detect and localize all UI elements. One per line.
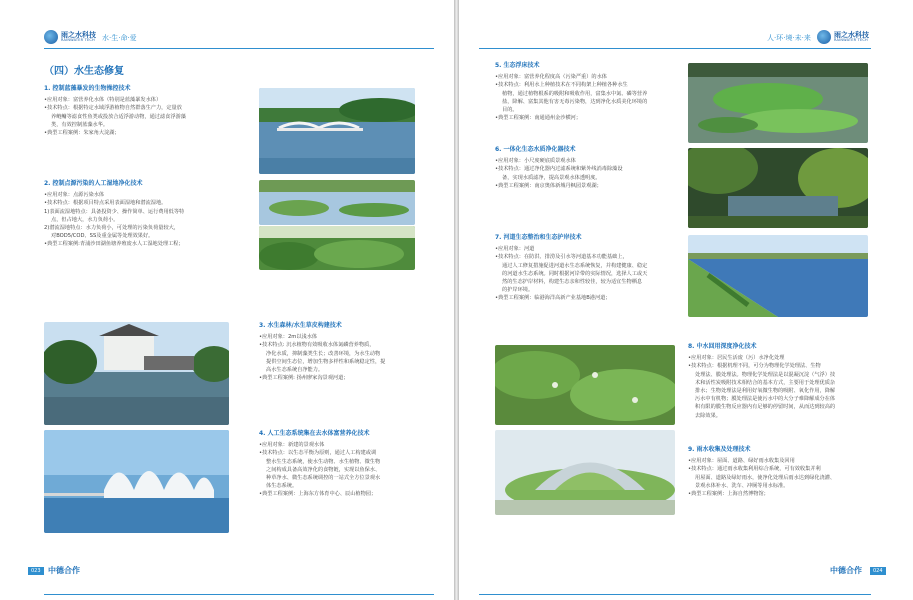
- section-4: [259, 430, 380, 499]
- section-title: 7. 河道生态整治和生态护岸技术: [495, 234, 582, 241]
- left-slogan: 水·生·命·爱: [102, 34, 137, 42]
- section-line: 2)潜流湿地特点：水力负荷小，可处理的污染负荷量较大，: [44, 225, 180, 232]
- right-page: [459, 0, 913, 600]
- section-line: 对BOD5/COD、SS及重金属等处理效果好。: [51, 233, 154, 240]
- left-page: [0, 0, 454, 600]
- section-line: •技术特点：根据特定水域浮游植物自然群落生产力，定量放: [44, 105, 182, 112]
- section-line: 通过人工修复措施促进河道水生态系统恢复，并构建健康、稳定: [502, 262, 648, 269]
- section-line: •典型工程案例：南通通州金沙横河；: [495, 115, 582, 122]
- section-7: [495, 234, 647, 303]
- section-line: •技术特点：以生态平衡为原则，通过人工构建或调: [259, 450, 377, 457]
- section-line: •典型工程案例：上海自然博物馆；: [688, 491, 769, 498]
- logo-mark-icon: [44, 30, 58, 44]
- garden-pond-photo: [688, 148, 868, 228]
- section-line: •典型工程案例：临港海洋高新产业基地B港河道；: [495, 295, 611, 302]
- sports-center-photo: [44, 430, 229, 533]
- section-line: 的护岸环境。: [502, 287, 534, 294]
- section-line: •技术特点: 沉水植物有效吸收水体氮磷营养物质，: [259, 342, 375, 349]
- logo-mark-icon: [817, 30, 831, 44]
- section-line: •应用对象：2m以浅水体: [259, 334, 318, 341]
- aquatic-plants-photo: [259, 226, 415, 270]
- wetland-photo: [259, 180, 415, 225]
- section-1: [44, 85, 186, 137]
- pavilion-photo: [44, 322, 229, 425]
- section-line: •应用对象：居民生活废（污）水净化处理: [688, 355, 785, 362]
- section-line: •应用对象：点源污染水体: [44, 192, 105, 199]
- section-line: •典型工程案例：南京奥体新城丹枫园景观湖；: [495, 182, 602, 189]
- section-line: 净化水质，抑制藻类生长；改善环境，为水生动物: [266, 350, 381, 357]
- section-line: •应用对象：新建的景观水体: [259, 442, 325, 449]
- section-line: 然的生态护岸材料，构建生态亲和性较佳，较为适宜生物栖息: [502, 279, 643, 286]
- page-number: 024: [870, 567, 886, 575]
- right-footer: [459, 584, 913, 600]
- section-title: 5. 生态浮床技术: [495, 62, 540, 69]
- section-line: 目的。: [502, 107, 518, 114]
- section-line: 体生态系统。: [266, 483, 298, 490]
- section-line: •应用对象：富营养化水体（特别是蓝藻暴发水体）: [44, 97, 162, 104]
- section-line: •应用对象：小尺度硬底质景观水体: [495, 158, 576, 165]
- section-title: 6. 一体化生态水质净化器技术: [495, 146, 576, 153]
- section-line: 处理法、膜处理法。物理化学处理法是以混凝沉淀（气浮）技: [695, 371, 836, 378]
- footer-brand: 中德合作: [48, 566, 80, 575]
- footer-brand: 中德合作: [830, 566, 862, 575]
- section-line: 去除效果。: [695, 412, 721, 419]
- section-line: •技术特点：通过净化器内过滤系统和紫外线消毒除藻设: [495, 166, 623, 173]
- logo-name: 雨之水科技: [834, 30, 869, 39]
- section-line: •技术特点：通过雨水收集利用综合系统，可有效收集并利: [688, 466, 821, 473]
- section-line: 点，但占地大，水力负荷小。: [51, 216, 119, 223]
- section-line: 污水中有机物；膜处理法是使污水中的大分子难降解成分在体: [695, 396, 836, 403]
- section-title: 4. 人工生态系统集在去水体富营养化技术: [259, 430, 370, 437]
- section-line: 类，有效控制蓝藻水华。: [51, 121, 109, 128]
- section-line: 排水；生物处理法是利用好氧微生物的吸附、氧化作用，降解: [695, 388, 836, 395]
- section-line: 养鲢鳙等滤食性鱼类或投放合适浮游动物，通过滤食浮游藻: [51, 113, 186, 120]
- section-9: [688, 446, 835, 498]
- section-line: •技术特点：在防洪、排涝及引水等河道基本功能基础上，: [495, 254, 628, 261]
- section-title: 2. 控制点源污染的人工湿地净化技术: [44, 180, 143, 187]
- floating-bed-photo: [688, 63, 868, 143]
- section-line: 高水生态系统自净能力。: [266, 367, 324, 374]
- section-line: 种草净水、微生态系统调控的一站式全方位景观水: [266, 475, 381, 482]
- section-line: 的河道水生态系统。同时根据河岸带的实际情况，选择人工或天: [502, 270, 648, 277]
- museum-rendering-photo: [495, 430, 675, 515]
- section-line: 盐，降解、富集其他有害无毒污染物，达到净化水质美化环境的: [502, 98, 648, 105]
- header-rule: [44, 48, 434, 49]
- section-line: •典型工程案例：上海东方体育中心、辰山植物园；: [259, 491, 377, 498]
- header-rule: [479, 48, 871, 49]
- section-3: [259, 322, 385, 382]
- section-line: 用屋面、道路及绿好雨水，使净化处理后雨水达到绿化浇灌、: [695, 474, 836, 481]
- section-line: •技术特点：根据机理不同，可分为物理化学处理法、生物: [688, 363, 821, 370]
- section-title: 1. 控制蓝藻暴发的生物操控技术: [44, 85, 131, 92]
- section-line: 1)表面流湿地特点：具备投资少、操作简单、运行费用低等特: [44, 208, 185, 215]
- section-5: [495, 62, 647, 122]
- section-line: 之间构成具备高效净化的食物链，实现以鱼保水、: [266, 466, 381, 473]
- right-logo: [817, 30, 869, 44]
- page-number: 023: [28, 567, 44, 575]
- section-line: •应用对象：富营养化程度高（污染严重）的水体: [495, 74, 607, 81]
- left-footer: [0, 584, 454, 600]
- section-line: •应用对象：河道: [495, 246, 535, 253]
- right-slogan: 人·环·境·未·来: [767, 34, 811, 42]
- section-title: 8. 中水回用深度净化技术: [688, 343, 757, 350]
- section-line: •典型工程案例：朱家角大淀湖；: [44, 130, 120, 137]
- logo-english: RAINWATER TECH: [834, 37, 868, 42]
- section-line: •典型工程案例: 扬州廖家沟景观河道；: [259, 375, 349, 382]
- section-line: 备，实现水质滤净，提高景观水体透明度。: [502, 174, 601, 181]
- section-line: •典型工程案例:青浦沙田湖鱼塘养殖废水人工湿地处理工程；: [44, 241, 184, 248]
- water-plants-photo: [495, 345, 675, 425]
- section-title: 9. 雨水收集及处理技术: [688, 446, 751, 453]
- section-line: 术和活性炭吸附技术相结合的基本方式，主要用于处理优质杂: [695, 379, 836, 386]
- section-8: [688, 343, 835, 420]
- section-line: 景观水体补水、洗车、冲厕等用水标准。: [695, 482, 789, 489]
- logo-english: RAINWATER TECH: [61, 37, 95, 42]
- section-line: 植物，通过植物根系的吸附和吸收作用，富集水中氮、磷等营养: [502, 90, 648, 97]
- section-6: [495, 146, 623, 190]
- section-line: •技术特点：根据项目特点采用表面湿地和潜流湿地。: [44, 200, 167, 207]
- main-heading: （四）水生态修复: [44, 66, 124, 77]
- section-line: •应用对象：屋面、道路、绿好雨水收集及回用: [688, 458, 795, 465]
- section-title: 3. 水生森林/水生草皮构建技术: [259, 322, 342, 329]
- left-logo: [44, 30, 96, 44]
- lake-bridge-photo: [259, 88, 415, 174]
- section-2: [44, 180, 184, 249]
- section-line: 整水生生态系统，使水生动物、水生植物、微生物: [266, 458, 381, 465]
- section-line: •技术特点：利用水上种植技术在不同构架上种植各种水生: [495, 82, 628, 89]
- river-bank-photo: [688, 235, 868, 317]
- section-line: 积有限的膜生物反应器内有足够的停留时间，从而达到较高的: [695, 404, 836, 411]
- logo-name: 雨之水科技: [61, 30, 96, 39]
- section-line: 提供空间生态位，增加生物多样性和系统稳定性，提: [266, 358, 386, 365]
